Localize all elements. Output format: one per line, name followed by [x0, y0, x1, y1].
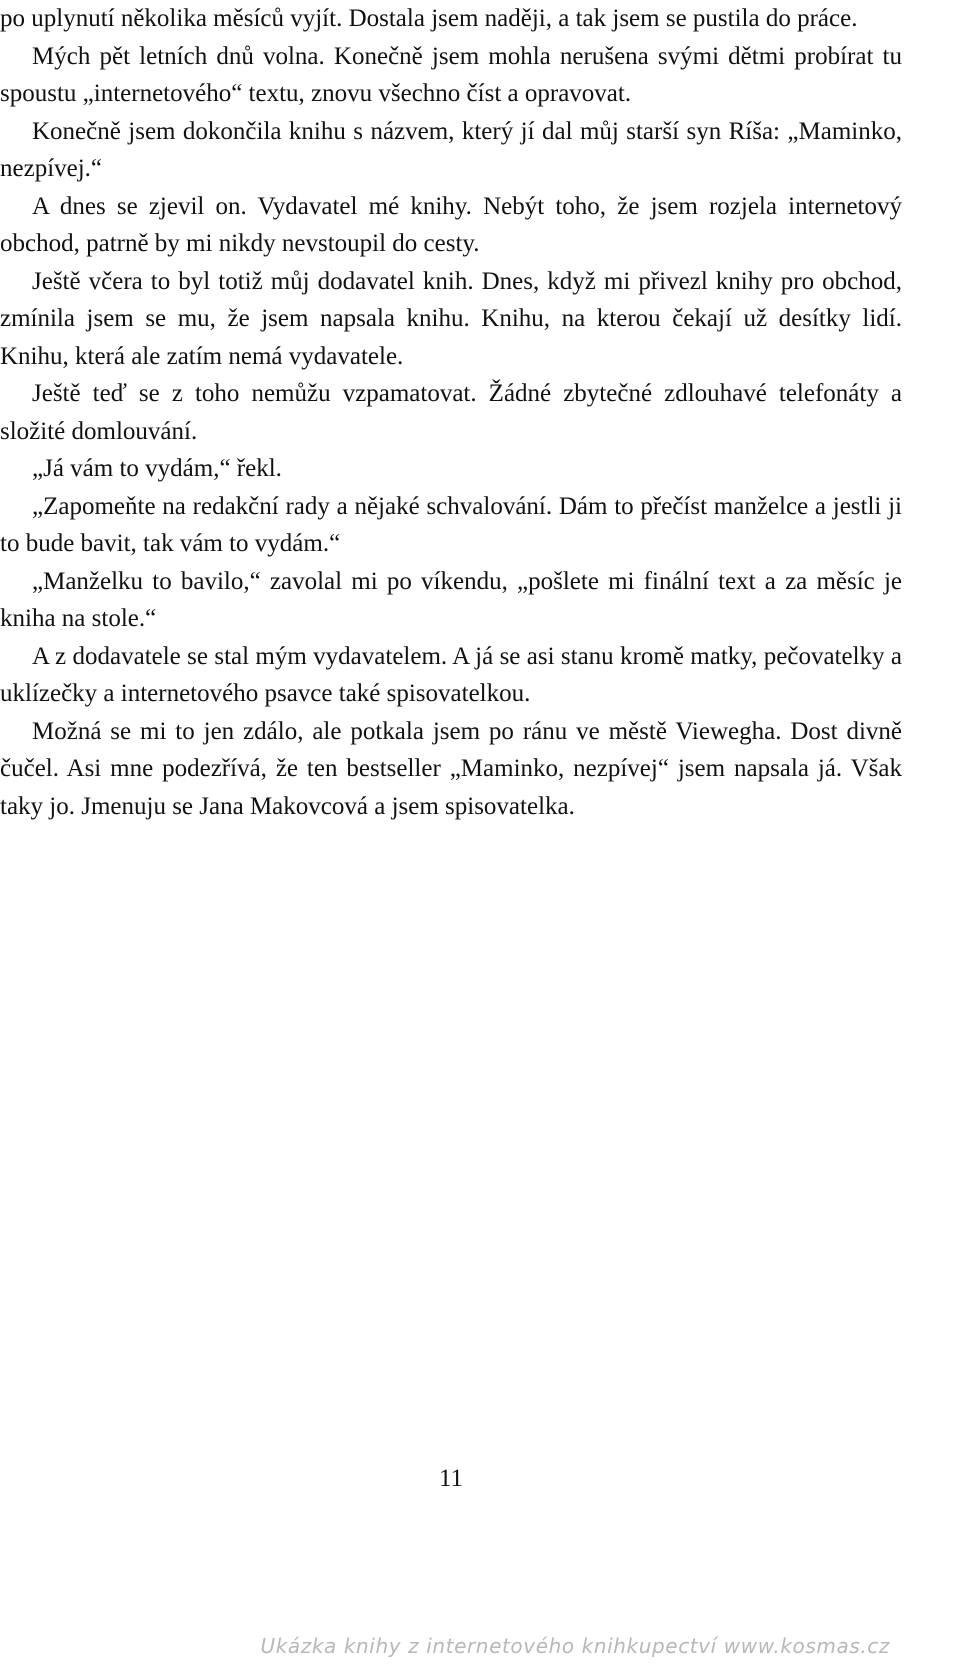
- paragraph: A z dodavatele se stal mým vydavatelem. A já se asi stanu kromě matky, pečovatelky a uklízečky a internetového psavce také spisovatelkou.: [0, 642, 902, 707]
- paragraph: „Zapomeňte na redakční rady a nějaké schvalování. Dám to přečíst manželce a jestli ji to bude bavit, tak vám to vydám.“: [0, 492, 902, 557]
- paragraph: „Já vám to vydám,“ řekl.: [32, 455, 282, 482]
- paragraph: Možná se mi to jen zdálo, ale potkala jsem po ránu ve městě Viewegha. Dost divně čučel. Asi mne podezřívá, že ten bestseller „Maminko, nezpívej“ jsem napsala já. Však taky jo. Jmenuju se Jana Makovcová a jsem spisovatelka.: [0, 717, 902, 820]
- paragraph: Ještě teď se z toho nemůžu vzpamatovat. Žádné zbytečné zdlouhavé telefonáty a složité domlouvání.: [0, 380, 902, 445]
- body-text: [0, 0, 902, 825]
- paragraph: Konečně jsem dokončila knihu s názvem, který jí dal můj starší syn Ríša: „Maminko, nezpívej.“: [0, 117, 902, 182]
- watermark-footer: Ukázka knihy z internetového knihkupectví www.kosmas.cz: [260, 1634, 890, 1658]
- paragraph: Ještě včera to byl totiž můj dodavatel knih. Dnes, když mi přivezl knihy pro obchod, zmínila jsem se mu, že jsem napsala knihu. Knihu, na kterou čekají už desítky lidí. Knihu, která ale zatím nemá vydavatele.: [0, 267, 902, 370]
- paragraph: Mých pět letních dnů volna. Konečně jsem mohla nerušena svými dětmi probírat tu spoustu „internetového“ textu, znovu všechno číst a opravovat.: [0, 42, 902, 107]
- paragraph: po uplynutí několika měsíců vyjít. Dostala jsem naději, a tak jsem se pustila do práce.: [0, 5, 858, 32]
- paragraph: A dnes se zjevil on. Vydavatel mé knihy. Nebýt toho, že jsem rozjela internetový obchod, patrně by mi nikdy nevstoupil do cesty.: [0, 192, 902, 257]
- paragraph: „Manželku to bavilo,“ zavolal mi po víkendu, „pošlete mi finální text a za měsíc je kniha na stole.“: [0, 567, 902, 632]
- page-number: 11: [438, 1465, 464, 1492]
